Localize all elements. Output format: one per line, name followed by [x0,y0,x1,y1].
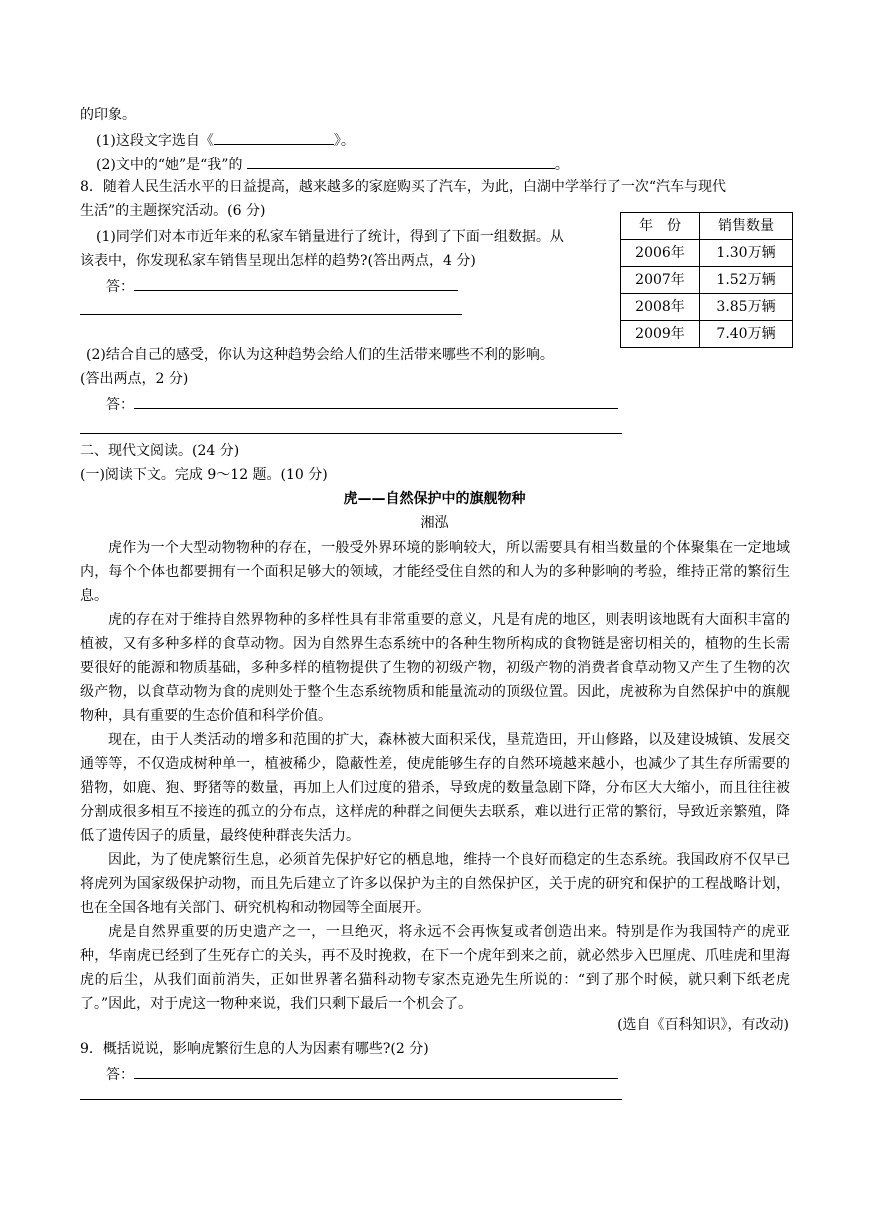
q-source-line [96,128,355,153]
table-cell: 2009年 [621,321,700,348]
answer-rule[interactable] [80,314,462,315]
q-relation-suffix: 。 [554,157,569,173]
table-row [621,294,793,321]
article-paragraph: 因此，为了使虎繁衍生息，必须首先保护好它的栖息地，维持一个良好而稳定的生态系统。我国政府不仅早已将虎列为国家级保护动物，而且先后建立了许多以保护为主的自然保护区，关于虎的研究和保护的工程战略计划，也在全国各地有关部门、研究机构和动物园等全面展开。 [80,852,790,916]
answer-blank[interactable] [134,1062,618,1079]
q8-sub1-line1: (1)同学们对本市近年来的私家车销量进行了统计，得到了下面一组数据。从 [96,229,564,245]
table-cell: 2006年 [621,240,700,267]
article-title: 虎——自然保护中的旗舰物种 [343,491,526,507]
section-heading: 二、现代文阅读。(24 分) [80,443,240,459]
table-cell: 2007年 [621,267,700,294]
q8-stem-line1: 8．随着人民生活水平的日益提高，越来越多的家庭购买了汽车，为此，白湖中学举行了一次“汽车与现代 [80,179,727,195]
answer-rule[interactable] [80,433,622,434]
q-relation-line [96,152,569,177]
q8-stem-line2: 生活”的主题探究活动。(6 分) [80,203,266,219]
q8-sub1-line2: 该表中，你发现私家车销售呈现出怎样的趋势?(答出两点，4 分) [80,253,476,269]
article-author: 湘泓 [420,515,449,531]
table-header-row [621,213,793,240]
q-relation-prefix: (2)文中的“她”是“我”的 [96,157,243,173]
section-subheading: (一)阅读下文。完成 9～12 题。(10 分) [80,467,328,483]
table-cell: 7.40万辆 [700,321,793,348]
answer-rule[interactable] [80,1099,622,1100]
article-paragraph: 虎是自然界重要的历史遗产之一，一旦绝灭，将永远不会再恢复或者创造出来。特别是作为我国特产的虎亚种，华南虎已经到了生死存亡的关头，再不及时挽救，在下一个虎年到来之前，就必然步入巴厘虎、爪哇虎和里海虎的后尘，从我们面前消失，正如世界著名猫科动物专家杰克逊先生所说的：“到了那个时候，就只剩下纸老虎了。”因此，对于虎这一物种来说，我们只剩下最后一个机会了。 [80,924,790,1012]
table-cell: 1.52万辆 [700,267,793,294]
article-paragraph: 虎作为一个大型动物物种的存在，一般受外界环境的影响较大，所以需要具有相当数量的个体聚集在一定地域内，每个个体也都要拥有一个面积足够大的领域，才能经受住自然的和人为的多种影响的考验，维持正常的繁衍生息。 [80,540,790,604]
q9-stem: 9．概括说说，影响虎繁衍生息的人为因素有哪些?(2 分) [80,1041,429,1057]
sales-table [620,212,793,348]
table-row [621,267,793,294]
article-paragraph: 现在，由于人类活动的增多和范围的扩大，森林被大面积采伐，垦荒造田，开山修路，以及建设城镇、发展交通等等，不仅造成树种单一，植被稀少，隐蔽性差，使虎能够生存的自然环境越来越小，也减少了其生存所需要的猎物，如鹿、狍、野猪等的数量，再加上人们过度的猎杀，导致虎的数量急剧下降，分布区大大缩小，而且往往被分割成很多相互不接连的孤立的分布点，这样虎的种群之间便失去联系，难以进行正常的繁衍，导致近亲繁殖，降低了遗传因子的质量，最终使种群丧失活力。 [80,732,790,844]
article-paragraph: 虎的存在对于维持自然界物种的多样性具有非常重要的意义，凡是有虎的地区，则表明该地既有大面积丰富的植被，又有多种多样的食草动物。因为自然界生态系统中的各种生物所构成的食物链是密切相关的，植物的生长需要很好的能源和物质基础，多种多样的植物提供了生物的初级产物，初级产物的消费者食草动物又产生了生物的次级产物，以食草动物为食的虎则处于整个生态系统物质和能量流动的顶级位置。因此，虎被称为自然保护中的旗舰物种，具有重要的生态价值和科学价值。 [80,612,790,724]
table-header-sales: 销售数量 [700,213,793,240]
table-cell: 1.30万辆 [700,240,793,267]
answer-blank[interactable] [247,152,555,169]
q8-sub2-line1: (2)结合自己的感受，你认为这种趋势会给人们的生活带来哪些不利的影响。 [86,347,554,363]
table-row [621,321,793,348]
q8-sub2-answer-row [106,392,618,417]
answer-label: 答： [106,279,134,295]
table-cell: 3.85万辆 [700,294,793,321]
q8-sub2-line2: (答出两点，2 分) [80,371,189,387]
answer-blank[interactable] [214,128,334,145]
q-source-prefix: (1)这段文字选自《 [96,133,214,149]
q8-answer-row [106,274,458,299]
article-source: (选自《百科知识》，有改动) [617,1017,789,1033]
q9-answer-row [106,1062,618,1087]
answer-label: 答： [106,397,134,413]
q-source-suffix: 》。 [333,133,355,149]
answer-blank[interactable] [134,392,618,409]
continuation-text: 的印象。 [80,107,136,123]
answer-blank[interactable] [134,274,458,291]
table-header-year: 年 份 [621,213,700,240]
table-row [621,240,793,267]
table-cell: 2008年 [621,294,700,321]
answer-label: 答： [106,1067,134,1083]
